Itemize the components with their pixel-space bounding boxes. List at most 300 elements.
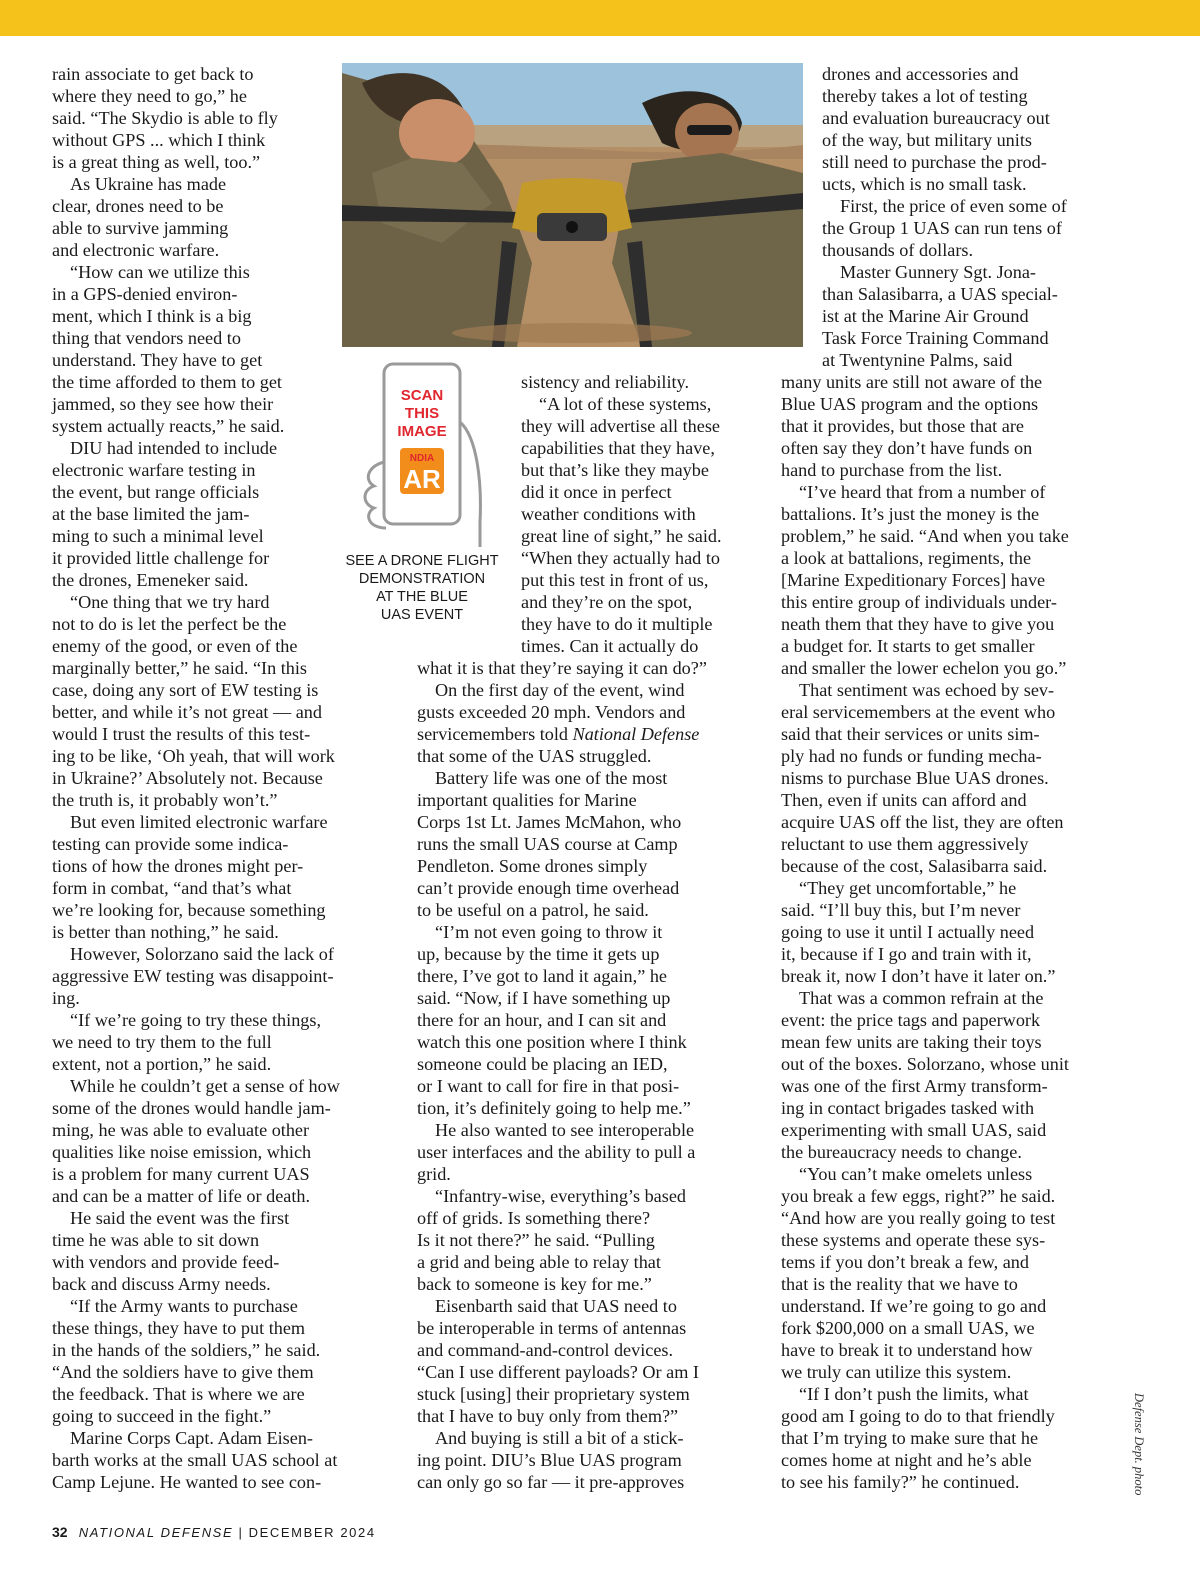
article-line-text: enemy of the good, or even of the — [52, 636, 298, 656]
article-line — [52, 613, 392, 635]
article-line — [521, 525, 777, 547]
article-line-text: what it is that they’re saying it can do?” — [417, 658, 707, 678]
article-line — [781, 1383, 1126, 1405]
ar-caption-line: UAS EVENT — [380, 607, 464, 623]
article-line — [781, 437, 1126, 459]
article-line — [417, 1405, 777, 1427]
article-line — [52, 635, 392, 657]
article-line-text: is a great thing as well, too.” — [52, 152, 261, 172]
article-line — [417, 1141, 777, 1163]
article-line — [52, 437, 392, 459]
article-column-1 — [52, 63, 392, 1493]
article-line — [521, 415, 777, 437]
article-line-text: barth works at the small UAS school at — [52, 1450, 338, 1470]
article-line-text: That was a common refrain at the — [799, 988, 1044, 1008]
article-line-text: often say they don’t have funds on — [781, 438, 1033, 458]
article-line — [417, 1427, 777, 1449]
article-line-text: we need to try them to the full — [52, 1032, 272, 1052]
article-line-text: going to succeed in the fight.” — [52, 1406, 272, 1426]
article-line — [417, 679, 777, 701]
article-line-text: that some of the UAS struggled. — [417, 746, 652, 766]
article-line — [52, 1163, 392, 1185]
article-line — [822, 305, 1126, 327]
article-line-text: Eisenbarth said that UAS need to — [435, 1296, 677, 1316]
article-line-text: there for an hour, and I can sit and — [417, 1010, 667, 1030]
article-line — [52, 1141, 392, 1163]
article-line — [52, 591, 392, 613]
article-line-text: in the hands of the soldiers,” he said. — [52, 1340, 321, 1360]
article-line — [521, 547, 777, 569]
article-line — [417, 1295, 777, 1317]
article-line — [417, 1163, 777, 1185]
article-line — [781, 723, 1126, 745]
article-line — [417, 1383, 777, 1405]
article-line — [52, 393, 392, 415]
article-line — [822, 327, 1126, 349]
article-line — [417, 855, 777, 877]
article-line — [52, 701, 392, 723]
article-line-text: at Twentynine Palms, said — [822, 350, 1013, 370]
article-line — [781, 811, 1126, 833]
article-line-text: While he couldn’t get a sense of how — [70, 1076, 340, 1096]
article-line — [521, 613, 777, 635]
article-line-text: “A lot of these systems, — [539, 394, 712, 414]
article-line-text: ing. — [52, 988, 80, 1008]
article-line-text: a grid and being able to relay that — [417, 1252, 661, 1272]
article-line — [52, 459, 392, 481]
article-line — [781, 1163, 1126, 1185]
article-line — [781, 1471, 1126, 1493]
article-line-text: testing can provide some indica- — [52, 834, 289, 854]
article-line-text: DIU had intended to include — [70, 438, 278, 458]
article-line — [417, 1097, 777, 1119]
article-line — [417, 745, 777, 767]
article-line — [52, 371, 392, 393]
article-line-text: ment, which I think is a big — [52, 306, 252, 326]
page-number: 32 — [52, 1524, 68, 1540]
article-line — [781, 1075, 1126, 1097]
ar-promo[interactable] — [342, 362, 502, 632]
article-line-text: still need to purchase the prod- — [822, 152, 1047, 172]
article-line-text: there, I’ve got to land it again,” he — [417, 966, 667, 986]
article-line — [781, 899, 1126, 921]
article-line-text: and command-and-control devices. — [417, 1340, 674, 1360]
article-line — [822, 283, 1126, 305]
article-line-text: of the way, but military units — [822, 130, 1032, 150]
ar-caption-line: AT THE BLUE — [376, 589, 468, 605]
article-line-text: extent, not a portion,” he said. — [52, 1054, 272, 1074]
issue-date: DECEMBER 2024 — [248, 1525, 376, 1540]
article-line-text: with vendors and provide feed- — [52, 1252, 280, 1272]
article-column-3 — [781, 63, 1126, 1493]
article-line-text: Pendleton. Some drones simply — [417, 856, 648, 876]
article-line — [781, 1207, 1126, 1229]
article-line-text: thing that vendors need to — [52, 328, 241, 348]
article-line — [52, 723, 392, 745]
article-line-text: out of the boxes. Solorzano, whose unit — [781, 1054, 1069, 1074]
article-line-text: that I have to buy only from them?” — [417, 1406, 679, 1426]
article-line-text: the Group 1 UAS can run tens of — [822, 218, 1062, 238]
article-line-text: He also wanted to see interoperable — [435, 1120, 695, 1140]
article-line-text: case, doing any sort of EW testing is — [52, 680, 319, 700]
article-line — [521, 569, 777, 591]
article-line-text: important qualities for Marine — [417, 790, 637, 810]
page-footer — [52, 1524, 376, 1540]
article-line-text: servicemembers told — [417, 724, 573, 744]
article-line — [52, 965, 392, 987]
article-line — [781, 547, 1126, 569]
article-line — [52, 283, 392, 305]
article-line — [781, 1427, 1126, 1449]
article-line-text: “How can we utilize this — [70, 262, 250, 282]
article-line — [52, 1273, 392, 1295]
article-line — [52, 569, 392, 591]
article-line-text: said. “I’ll buy this, but I’m never — [781, 900, 1021, 920]
article-line-text: said. “The Skydio is able to fly — [52, 108, 278, 128]
article-line — [521, 591, 777, 613]
article-line-text: marginally better,” he said. “In this — [52, 658, 307, 678]
phone-hand-icon — [342, 362, 502, 547]
article-line-text: a budget for. It starts to get smaller — [781, 636, 1035, 656]
article-line — [521, 437, 777, 459]
article-line — [52, 811, 392, 833]
article-line — [52, 855, 392, 877]
article-line — [52, 195, 392, 217]
article-line — [822, 85, 1126, 107]
article-line — [52, 1295, 392, 1317]
article-line-text: Blue UAS program and the options — [781, 394, 1039, 414]
article-line — [781, 657, 1126, 679]
article-line-text: weather conditions with — [521, 504, 696, 524]
article-line — [781, 415, 1126, 437]
article-line — [52, 1031, 392, 1053]
article-line — [417, 811, 777, 833]
article-line — [417, 1075, 777, 1097]
article-line-text: understand. If we’re going to go and — [781, 1296, 1047, 1316]
article-line-text: can’t provide enough time overhead — [417, 878, 680, 898]
article-line — [781, 635, 1126, 657]
article-line-text: this entire group of individuals under- — [781, 592, 1057, 612]
article-line — [52, 1317, 392, 1339]
article-line-text: nisms to purchase Blue UAS drones. — [781, 768, 1049, 788]
article-line — [781, 1009, 1126, 1031]
article-line-text: times. Can it actually do — [521, 636, 699, 656]
article-line — [417, 1185, 777, 1207]
drone-photo-illustration — [342, 63, 803, 347]
article-line — [417, 701, 777, 723]
article-line — [521, 481, 777, 503]
article-line-text: than Salasibarra, a UAS special- — [822, 284, 1058, 304]
article-line — [52, 305, 392, 327]
article-line-text: fork $200,000 on a small UAS, we — [781, 1318, 1035, 1338]
article-line-text: the event, but range officials — [52, 482, 260, 502]
article-line — [52, 107, 392, 129]
article-line-text: not to do is let the perfect be the — [52, 614, 287, 634]
article-line-text: someone could be placing an IED, — [417, 1054, 668, 1074]
article-line-text: system actually reacts,” he said. — [52, 416, 285, 436]
article-line-text: capabilities that they have, — [521, 438, 715, 458]
article-line-text: jammed, so they see how their — [52, 394, 274, 414]
article-line — [417, 987, 777, 1009]
article-line — [521, 459, 777, 481]
article-line-text: battalions. It’s just the money is the — [781, 504, 1040, 524]
article-line-text: “If we’re going to try these things, — [70, 1010, 322, 1030]
article-line-text: would I trust the results of this test- — [52, 724, 311, 744]
article-line — [781, 1361, 1126, 1383]
article-line-text: experimenting with small UAS, said — [781, 1120, 1047, 1140]
article-line — [781, 921, 1126, 943]
article-line-text: great line of sight,” he said. — [521, 526, 722, 546]
article-line-text: “And how are you really going to test — [781, 1208, 1056, 1228]
article-line — [781, 459, 1126, 481]
article-line-text: said that their services or units sim- — [781, 724, 1040, 744]
article-line — [52, 1185, 392, 1207]
article-line — [781, 1141, 1126, 1163]
article-line-text: event: the price tags and paperwork — [781, 1010, 1041, 1030]
article-line-text: Corps 1st Lt. James McMahon, who — [417, 812, 682, 832]
article-line-text: And buying is still a bit of a stick- — [435, 1428, 684, 1448]
article-line — [521, 503, 777, 525]
article-line-text: hand to purchase from the list. — [781, 460, 1003, 480]
article-line — [52, 151, 392, 173]
article-line-text: tems if you don’t break a few, and — [781, 1252, 1029, 1272]
ar-caption — [342, 552, 502, 624]
article-line — [521, 371, 777, 393]
article-line-text: gusts exceeded 20 mph. Vendors and — [417, 702, 686, 722]
article-line — [52, 481, 392, 503]
article-line — [781, 569, 1126, 591]
article-line-text: they will advertise all these — [521, 416, 720, 436]
article-line-text: is a problem for many current UAS — [52, 1164, 310, 1184]
article-line-text: [Marine Expeditionary Forces] have — [781, 570, 1046, 590]
article-line-text: and smaller the lower echelon you go.” — [781, 658, 1067, 678]
article-line — [417, 1317, 777, 1339]
article-line-text: we’re looking for, because something — [52, 900, 326, 920]
article-line-text: ming to such a minimal level — [52, 526, 264, 546]
article-line-text: As Ukraine has made — [70, 174, 227, 194]
article-line — [781, 701, 1126, 723]
article-line-text: time he was able to sit down — [52, 1230, 260, 1250]
article-line — [52, 349, 392, 371]
article-line-text: “One thing that we try hard — [70, 592, 270, 612]
article-line — [417, 657, 777, 679]
article-line — [52, 239, 392, 261]
article-line — [781, 371, 1126, 393]
article-line-italic: National Defense — [572, 724, 700, 744]
article-line — [781, 1273, 1126, 1295]
article-line — [781, 1405, 1126, 1427]
article-line-text: or I want to call for fire in that posi- — [417, 1076, 680, 1096]
photo-credit: Defense Dept. photo — [1132, 1393, 1146, 1496]
article-line-text: aggressive EW testing was disappoint- — [52, 966, 334, 986]
ar-caption-line: SEE A DRONE FLIGHT — [345, 553, 499, 569]
article-line — [52, 1229, 392, 1251]
article-line — [52, 1339, 392, 1361]
article-line-text: Then, even if units can afford and — [781, 790, 1027, 810]
article-line-text: watch this one position where I think — [417, 1032, 687, 1052]
article-line — [781, 679, 1126, 701]
article-line — [417, 1273, 777, 1295]
article-line-text: tion, it’s definitely going to help me.” — [417, 1098, 691, 1118]
article-line-text: a look at battalions, regiments, the — [781, 548, 1032, 568]
article-line-text: Is it not there?” he said. “Pulling — [417, 1230, 655, 1250]
article-line — [781, 1251, 1126, 1273]
article-line-text: Marine Corps Capt. Adam Eisen- — [70, 1428, 313, 1448]
article-line-text: at the base limited the jam- — [52, 504, 250, 524]
article-line-text: runs the small UAS course at Camp — [417, 834, 678, 854]
article-line-text: Master Gunnery Sgt. Jona- — [840, 262, 1036, 282]
article-line — [417, 1251, 777, 1273]
article-line-text: and electronic warfare. — [52, 240, 220, 260]
article-line-text: some of the drones would handle jam- — [52, 1098, 331, 1118]
article-line-text: but that’s like they maybe — [521, 460, 709, 480]
article-line — [52, 987, 392, 1009]
article-line-text: “Infantry-wise, everything’s based — [435, 1186, 687, 1206]
article-line-text: “You can’t make omelets unless — [799, 1164, 1033, 1184]
article-line — [781, 1031, 1126, 1053]
article-line-text: off of grids. Is something there? — [417, 1208, 651, 1228]
article-line — [52, 1075, 392, 1097]
article-line — [781, 591, 1126, 613]
article-line-text: eral servicemembers at the event who — [781, 702, 1056, 722]
article-line — [822, 107, 1126, 129]
article-line-text: up, because by the time it gets up — [417, 944, 660, 964]
article-line — [822, 349, 1126, 371]
article-line-text: mean few units are taking their toys — [781, 1032, 1042, 1052]
article-line — [417, 1471, 777, 1493]
article-line-text: we truly can utilize this system. — [781, 1362, 1012, 1382]
article-line — [52, 745, 392, 767]
article-line-text: that is the reality that we have to — [781, 1274, 1018, 1294]
article-line — [52, 327, 392, 349]
article-line — [417, 1339, 777, 1361]
article-line — [781, 1097, 1126, 1119]
article-line — [52, 1383, 392, 1405]
article-line-text: it provided little challenge for — [52, 548, 270, 568]
article-line-text: back to someone is key for me.” — [417, 1274, 652, 1294]
article-line — [781, 1119, 1126, 1141]
article-line-text: “When they actually had to — [521, 548, 720, 568]
article-line — [417, 1361, 777, 1383]
article-line — [52, 1449, 392, 1471]
article-line — [781, 1229, 1126, 1251]
article-line — [417, 1119, 777, 1141]
article-line — [417, 789, 777, 811]
article-line — [822, 173, 1126, 195]
article-line — [52, 1097, 392, 1119]
article-line-text: neath them that they have to give you — [781, 614, 1055, 634]
article-line-text: can only go so far — it pre-approves — [417, 1472, 685, 1492]
article-line-text: reluctant to use them aggressively — [781, 834, 1029, 854]
article-line-text: and can be a matter of life or death. — [52, 1186, 311, 1206]
article-line-text: However, Solorzano said the lack of — [70, 944, 334, 964]
article-line-text: and evaluation bureaucracy out — [822, 108, 1050, 128]
article-line — [417, 1449, 777, 1471]
article-line-text: understand. They have to get — [52, 350, 263, 370]
article-line-text: many units are still not aware of the — [781, 372, 1043, 392]
article-line — [52, 525, 392, 547]
article-line-text: they have to do it multiple — [521, 614, 713, 634]
article-line-text: electronic warfare testing in — [52, 460, 256, 480]
ar-badge-main: AR — [403, 464, 441, 494]
article-line-text: put this test in front of us, — [521, 570, 709, 590]
article-line-text: ply had no funds or funding mecha- — [781, 746, 1042, 766]
article-line-text: to be useful on a patrol, he said. — [417, 900, 649, 920]
article-line-text: tions of how the drones might per- — [52, 856, 304, 876]
article-line-text: have to break it to understand how — [781, 1340, 1033, 1360]
article-line — [822, 261, 1126, 283]
article-line-text: the bureaucracy needs to change. — [781, 1142, 1022, 1162]
article-line — [52, 1251, 392, 1273]
article-line-text: in a GPS-denied environ- — [52, 284, 238, 304]
article-line-text: where they need to go,” he — [52, 86, 247, 106]
article-line-text: because of the cost, Salasibarra said. — [781, 856, 1048, 876]
article-line-text: Battery life was one of the most — [435, 768, 668, 788]
article-line — [781, 503, 1126, 525]
article-line — [781, 1295, 1126, 1317]
article-line-text: First, the price of even some of — [840, 196, 1067, 216]
article-line — [52, 1361, 392, 1383]
article-line-text: without GPS ... which I think — [52, 130, 266, 150]
article-line — [52, 261, 392, 283]
article-line-text: On the first day of the event, wind — [435, 680, 685, 700]
article-line — [52, 943, 392, 965]
article-line — [52, 173, 392, 195]
article-line — [417, 1053, 777, 1075]
article-line-text: is better than nothing,” he said. — [52, 922, 279, 942]
article-line — [822, 217, 1126, 239]
article-line-text: good am I going to do to that friendly — [781, 1406, 1055, 1426]
article-line — [822, 239, 1126, 261]
article-line-text: able to survive jamming — [52, 218, 229, 238]
article-line — [781, 789, 1126, 811]
article-line-text: that I’m trying to make sure that he — [781, 1428, 1039, 1448]
article-line-text: Task Force Training Command — [822, 328, 1049, 348]
article-line-text: the feedback. That is where we are — [52, 1384, 305, 1404]
article-line-text: thousands of dollars. — [822, 240, 974, 260]
article-line — [781, 833, 1126, 855]
article-line-text: He said the event was the first — [70, 1208, 290, 1228]
scan-line-1: SCAN — [400, 387, 444, 404]
article-line — [781, 1185, 1126, 1207]
article-line — [52, 1471, 392, 1493]
article-line — [52, 503, 392, 525]
article-line — [417, 877, 777, 899]
article-line — [52, 63, 392, 85]
article-line-text: these things, they have to put them — [52, 1318, 306, 1338]
article-line — [52, 1427, 392, 1449]
article-line — [52, 789, 392, 811]
article-line — [417, 1229, 777, 1251]
scan-line-3: IMAGE — [397, 423, 447, 440]
article-line — [781, 855, 1126, 877]
article-line — [781, 1053, 1126, 1075]
article-line — [781, 943, 1126, 965]
article-line — [52, 129, 392, 151]
article-line-text: stuck [using] their proprietary system — [417, 1384, 690, 1404]
article-line-text: ing to be like, ‘Oh yeah, that will work — [52, 746, 335, 766]
ar-badge-top: NDIA — [409, 453, 435, 464]
article-line — [781, 1317, 1126, 1339]
article-line — [52, 899, 392, 921]
article-line — [52, 1405, 392, 1427]
scan-line-2: THIS — [404, 405, 440, 422]
article-line-text: did it once in perfect — [521, 482, 672, 502]
article-line — [781, 613, 1126, 635]
article-line — [781, 1339, 1126, 1361]
article-line-text: qualities like noise emission, which — [52, 1142, 312, 1162]
article-line — [52, 547, 392, 569]
